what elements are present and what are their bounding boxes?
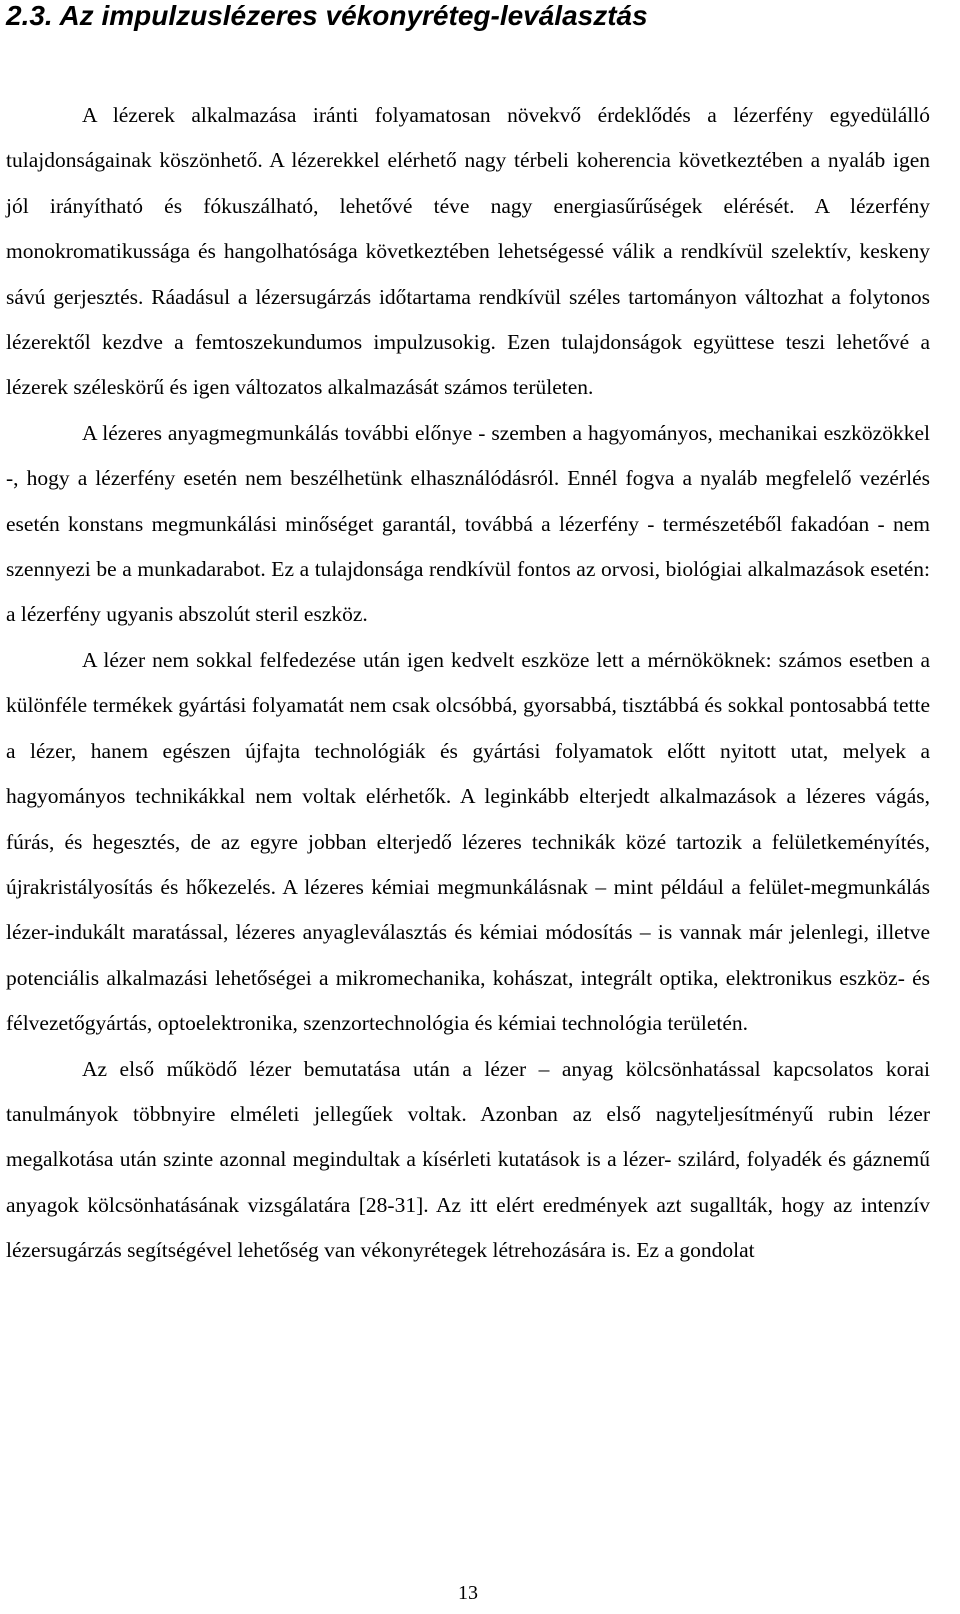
page-number: 13	[458, 1582, 478, 1604]
section-heading: 2.3. Az impulzuslézeres vékonyréteg-leválasztás	[6, 0, 648, 31]
paragraph: Az első működő lézer bemutatása után a lézer – anyag kölcsönhatással kapcsolatos korai tanulmányok többnyire elméleti jellegűek voltak. Azonban az első nagyteljesítményű rubin lézer megalkotása után szinte azonnal megindultak a kísérleti kutatások is a lézer- szilárd, folyadék és gáznemű anyagok kölcsönhatásának vizsgálatára [28-31]. Az itt elért eredmények azt sugallták, hogy az intenzív lézersugárzás segítségével lehetőség van vékonyrétegek létrehozására is. Ez a gondolat	[6, 1056, 930, 1263]
paragraph: A lézeres anyagmegmunkálás további előnye - szemben a hagyományos, mechanikai eszközökkel -, hogy a lézerfény esetén nem beszélhetünk elhasználódásról. Ennél fogva a nyaláb megfelelő vezérlés esetén konstans megmunkálási minőséget garantál, továbbá a lézerfény - természetéből fakadóan - nem szennyezi be a munkadarabot. Ez a tulajdonsága rendkívül fontos az orvosi, biológiai alkalmazások esetén: a lézerfény ugyanis abszolút steril eszköz.	[6, 420, 930, 627]
body-text	[6, 93, 930, 1274]
paragraph: A lézerek alkalmazása iránti folyamatosan növekvő érdeklődés a lézerfény egyedülálló tulajdonságainak köszönhető. A lézerekkel elérhető nagy térbeli koherencia következtében a nyaláb igen jól irányítható és fókuszálható, lehetővé téve nagy energiasűrűségek elérését. A lézerfény monokromatikussága és hangolhatósága következtében lehetségessé válik a rendkívül szelektív, keskeny sávú gerjesztés. Ráadásul a lézersugárzás időtartama rendkívül széles tartományon változhat a folytonos lézerektől kezdve a femtoszekundumos impulzusokig. Ezen tulajdonságok együttese teszi lehetővé a lézerek széleskörű és igen változatos alkalmazását számos területen.	[6, 103, 930, 400]
paragraph: A lézer nem sokkal felfedezése után igen kedvelt eszköze lett a mérnököknek: számos esetben a különféle termékek gyártási folyamatát nem csak olcsóbbá, gyorsabbá, tisztábbá és sokkal pontosabbá tette a lézer, hanem egészen újfajta technológiák és gyártási folyamatok előtt nyitott utat, melyek a hagyományos technikákkal nem voltak elérhetők. A leginkább elterjedt alkalmazások a lézeres vágás, fúrás, és hegesztés, de az egyre jobban elterjedő lézeres technikák közé tartozik a felületkeményítés, újrakristályosítás és hőkezelés. A lézeres kémiai megmunkálásnak – mint például a felület-megmunkálás lézer-indukált maratással, lézeres anyagleválasztás és kémiai módosítás – is vannak már jelenlegi, illetve potenciális alkalmazási lehetőségei a mikromechanika, kohászat, integrált optika, elektronikus eszköz- és félvezetőgyártás, optoelektronika, szenzortechnológia és kémiai technológia területén.	[6, 647, 930, 1036]
